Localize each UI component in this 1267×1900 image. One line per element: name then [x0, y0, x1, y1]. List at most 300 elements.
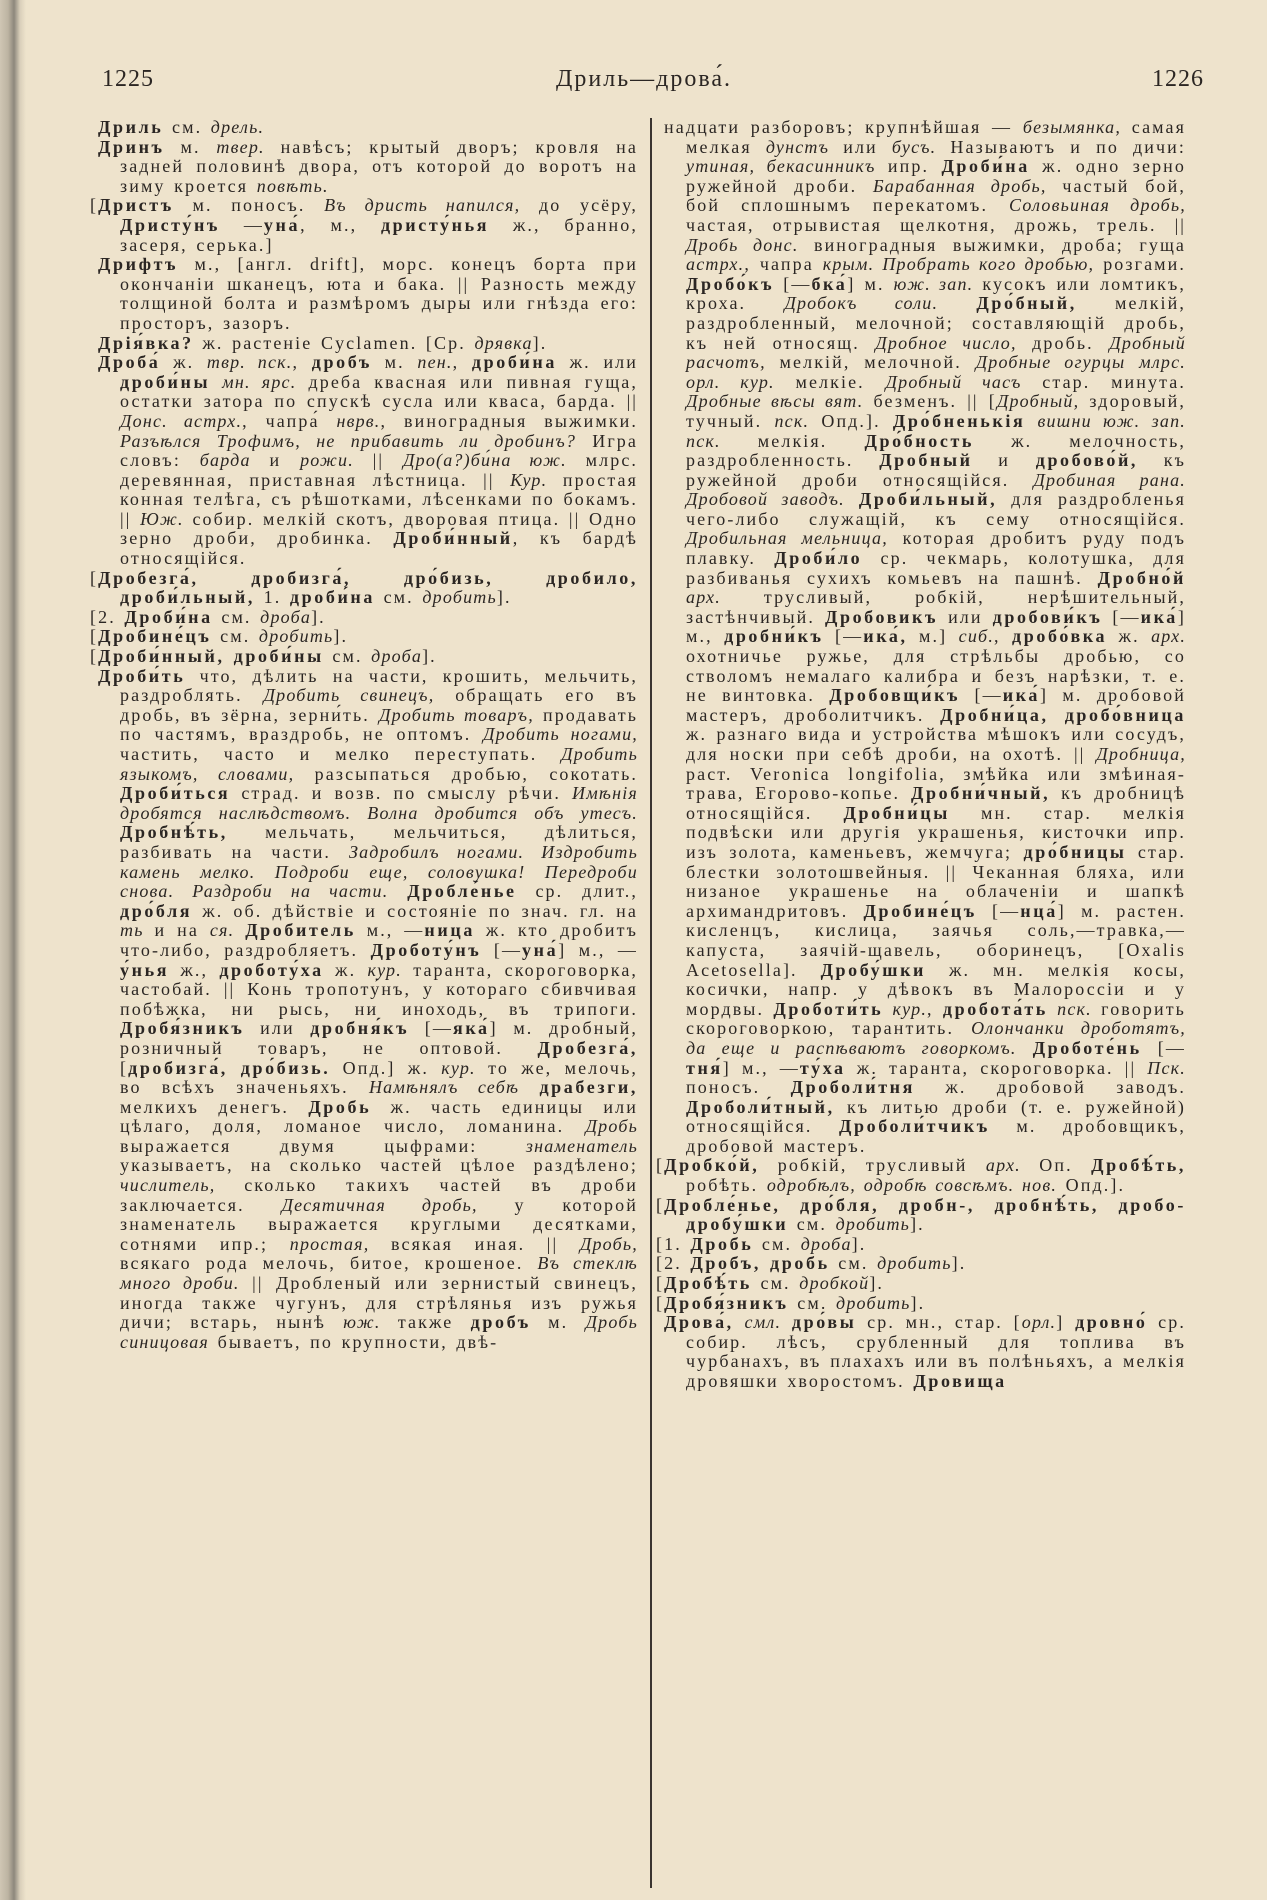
headword: у́нья	[120, 959, 170, 980]
headword: Дробу́шки	[820, 959, 927, 980]
entry-text: , виноградныя выжимки.	[380, 410, 638, 431]
headword: ика́	[1140, 606, 1178, 627]
entry-text: см.	[374, 587, 423, 608]
headword: Дробь	[308, 1096, 372, 1117]
italic-text: Имѣнія дробятся наслѣдствомъ. Волна дробится объ утесъ.	[120, 783, 638, 823]
entry-text: [	[656, 1155, 665, 1176]
headword: Дробно́й	[1097, 567, 1186, 588]
entry-text: [	[90, 195, 99, 216]
entry-text	[938, 293, 976, 313]
dictionary-entry	[98, 667, 638, 1353]
entry-text: навѣсъ; крытый дворъ; кровля на задней половинѣ двора, отъ которой до воротъ на зиму кроется	[120, 136, 638, 196]
dictionary-entry	[98, 118, 638, 138]
italic-text: дрель.	[210, 117, 265, 137]
headword: яка́	[452, 1018, 490, 1039]
headword: Дро́бность	[864, 430, 974, 451]
italic-text: простая,	[289, 1233, 370, 1254]
entry-text: м.	[371, 352, 418, 373]
entry-text: надцати разборовъ; крупнѣйшая —	[664, 117, 1023, 137]
entry-text: [	[656, 1292, 665, 1313]
entry-text: къ литью дроби (т. е. ружейной) относящійся.	[686, 1096, 1186, 1137]
italic-text: пск.	[1057, 998, 1092, 1019]
entry-text: частая, отрывистая щелкотня, дрожь, трель. ||	[686, 214, 1186, 235]
headword: Дрова́,	[664, 1312, 734, 1333]
entry-text: безменъ. || [	[863, 391, 997, 412]
italic-text: арх.	[686, 587, 721, 608]
entry-text: [	[90, 646, 99, 667]
entry-text: виноградныя выжимки, дроба; гуща	[798, 234, 1186, 255]
italic-text: Дробокъ соли.	[784, 293, 939, 314]
headword: Дробо́къ	[686, 273, 775, 294]
entry-text: ]	[1056, 1312, 1076, 1333]
entry-text: охотничье ружье, для стрѣльбы дробью, со стволомъ немалаго калибра и безъ нарѣзки, т. е. не винтовка.	[686, 646, 1186, 706]
entry-text	[1017, 1038, 1033, 1058]
entry-text: частый бой, бой сплошнымъ перекатомъ.	[686, 175, 1186, 216]
italic-text: Дробница,	[1096, 744, 1186, 764]
italic-text: дробить	[835, 1214, 911, 1235]
italic-text: Дробь донс.	[686, 234, 799, 255]
entry-text: мелкіе.	[774, 371, 886, 392]
entry-text: ].	[851, 1233, 867, 1254]
entry-text	[734, 1312, 745, 1332]
headword: Дроби́ть	[98, 665, 186, 686]
italic-text: Десятичная дробь,	[281, 1194, 478, 1215]
entry-text: обращать его въ дробь, въ зёрна, зерни́ть.	[120, 685, 638, 725]
italic-text: Разъѣлся Трофимъ, не прибавить ли дробинъ?	[120, 430, 577, 451]
entry-text: также	[380, 1312, 471, 1333]
italic-text: знаменатель	[525, 1135, 638, 1156]
italic-text: дробить	[422, 587, 497, 608]
entry-text: [	[656, 1194, 665, 1215]
entry-text: ] м. дробный, розничный товаръ, не оптовой.	[120, 1018, 638, 1058]
headword: Дробле́нье	[407, 881, 517, 902]
entry-text: Опд.] ж.	[330, 1057, 442, 1078]
italic-text: Дробные огурцы	[975, 352, 1126, 373]
entry-text: см.	[323, 646, 372, 667]
headword: дробъ	[311, 352, 372, 373]
dictionary-entry	[98, 138, 638, 197]
entry-text: робкій, трусливый	[759, 1155, 986, 1176]
entry-text: дробь.	[1016, 332, 1110, 353]
dictionary-entry	[664, 118, 1186, 1156]
italic-text: твр. пск.	[206, 352, 293, 373]
entry-text: м.]	[907, 626, 959, 647]
entry-text: розгами.	[1094, 254, 1186, 275]
entry-text: [—	[481, 939, 523, 960]
headword: дробня́къ	[310, 1018, 410, 1039]
headword: Дрія́вка?	[98, 332, 194, 353]
headword: Дроболи́тный,	[686, 1096, 835, 1117]
entry-text	[519, 1077, 539, 1097]
italic-text: арх.	[985, 1155, 1021, 1176]
headword: Дроботи́ть	[773, 998, 884, 1019]
entry-text	[845, 489, 859, 509]
entry-text: всякаго рода мелочь, битое, крошеное.	[120, 1253, 538, 1274]
italic-text: Въ дристь напился,	[324, 195, 521, 216]
entry-text: и	[972, 450, 1036, 471]
headword: Дробѣ́ть,	[1091, 1155, 1186, 1176]
italic-text: твер.	[216, 136, 265, 157]
entry-text: ].	[333, 626, 349, 647]
italic-text: дробить	[877, 1253, 952, 1274]
italic-text: Дробный,	[996, 391, 1080, 412]
entry-text: мельчать, мельчиться, дѣлиться, разбивать на части.	[120, 822, 638, 862]
entry-text: мелкихъ денегъ.	[120, 1096, 309, 1117]
entry-text: , чапра	[744, 254, 823, 275]
entry-text: Опд.].	[809, 410, 893, 431]
entry-text: [	[90, 567, 99, 588]
entry-text: ,	[292, 352, 312, 373]
headword: уна́	[522, 939, 559, 960]
entry-text: см.	[163, 117, 211, 137]
headword: дроби́на	[289, 587, 375, 608]
entry-text: частить, часто и мелко переступать.	[120, 744, 562, 764]
entry-text: см.	[788, 1292, 837, 1313]
italic-text: Дробить свинецъ,	[263, 685, 435, 706]
entry-text: стар. блестки золотошвейныя. || Чеканная бляха, или низаное украшенье на облаченіи и шапкѣ архимандритовъ.	[686, 841, 1186, 921]
entry-text: здоровый, тучный.	[686, 391, 1186, 431]
entry-text	[388, 881, 407, 901]
italic-text: Соловьиная дробь,	[1009, 195, 1186, 216]
entry-text: поносъ.	[686, 1077, 791, 1098]
entry-text: [—	[1141, 1037, 1186, 1058]
entry-text: къ ружейной дроби относящійся.	[686, 450, 1187, 490]
italic-text: Въ стеклѣ много дроби.	[120, 1253, 638, 1294]
entry-text: ж.	[160, 352, 207, 373]
italic-text: мн. ярс.	[222, 371, 297, 392]
headword: Дровища	[913, 1371, 1007, 1391]
italic-text: Дробный часъ	[885, 371, 1022, 392]
entry-text: см.	[829, 1253, 878, 1274]
headword: Дроби́ться	[120, 783, 231, 804]
entry-text: у которой знаменатель выражается круглыми десятками, сотнями ипр.;	[120, 1194, 638, 1254]
headword: драбезги,	[539, 1077, 638, 1098]
headword: Дроболи́тня	[790, 1077, 915, 1098]
headword: дровно́	[1075, 1312, 1148, 1333]
headword: Дробине́цъ	[98, 626, 212, 647]
entry-text: кусокъ или ломтикъ, кроха.	[686, 273, 1186, 314]
italic-text: кур.	[367, 959, 402, 980]
entry-text: ср. мн., стар. [	[856, 1312, 1022, 1333]
headword: Дробовикъ	[824, 606, 939, 627]
italic-text: одробѣлъ, одробѣ совсѣмъ. нов.	[766, 1175, 1058, 1196]
headword: Дробни́чный,	[911, 783, 1051, 804]
entry-text: [	[656, 1273, 665, 1294]
headword: Дроботу́нъ	[370, 939, 482, 960]
entry-text: 1.	[255, 587, 290, 608]
entry-text: стар. минута.	[1021, 371, 1186, 392]
headword: ту́ха	[799, 1057, 846, 1078]
headword: дробо́вка	[1012, 626, 1108, 647]
italic-text: безымянка,	[1022, 117, 1122, 137]
entry-text: ,	[927, 998, 943, 1019]
entry-text: ср. собир. лѣсъ, срубленный для топлива въ чурбанахъ, въ плахахъ или въ полѣньяхъ, а мелкія дровяшки хворостомъ.	[686, 1312, 1186, 1391]
italic-text: Олончанки дроботятъ, да еще и распѣваютъ говоркомъ.	[686, 1018, 1186, 1058]
headword: ика́	[1002, 685, 1040, 706]
entry-text: [1.	[656, 1233, 691, 1254]
entry-text: [—	[409, 1018, 453, 1039]
entry-text: которая дробитъ руду подъ плавку.	[686, 528, 1186, 569]
entry-text	[1048, 999, 1057, 1019]
entry-text: продавать по частямъ, враздробь, не оптомъ.	[120, 704, 638, 745]
entry-text: мн. стар. мелкія подвѣски или другія украшенья, кисточки ипр. изъ золота, каменьевъ, жемчуга;	[686, 802, 1186, 862]
headword: Дробѣ́ть	[664, 1273, 752, 1294]
dictionary-entry	[656, 1155, 1186, 1196]
entry-text	[234, 920, 245, 940]
entry-text: робѣть.	[686, 1175, 767, 1196]
italic-text: рожи.	[300, 450, 354, 471]
entry-text: [—	[774, 273, 812, 294]
headword: дробъ	[470, 1312, 531, 1333]
headword: дробизга́, дро́бизь.	[128, 1057, 331, 1078]
entry-text: ] м. растен. кисленцъ, кислица, заячья соль,—травка,—капуста, заячій-щавель, оборинецъ, [Oxalis Acetosella].	[686, 900, 1186, 980]
entry-text: ж. таранта, скороговорка. ||	[845, 1057, 1148, 1078]
entry-text: [—	[976, 900, 1021, 921]
entry-text: ] м.,	[686, 606, 1187, 647]
entry-text: ] м.	[847, 273, 894, 294]
entry-text: м.	[530, 1312, 586, 1333]
entry-text: ж. кто дробитъ что-либо, раздробляетъ.	[120, 920, 638, 960]
entry-text: бываетъ, по крупности, двѣ-	[209, 1331, 499, 1352]
italic-text: дробить	[258, 626, 334, 647]
entry-text: или	[938, 606, 993, 627]
entry-text	[210, 372, 222, 392]
entry-text: ||	[353, 450, 403, 471]
headword: Дробезга́,	[537, 1037, 638, 1058]
entry-text: ].	[422, 646, 437, 667]
entry-text: разсыпаться дробью, сокотать.	[294, 763, 638, 784]
entry-text: ж., бранно, засеря, серька.]	[120, 214, 638, 255]
entry-text: см.	[788, 1214, 836, 1235]
entry-text: трусливый, робкій, нерѣшительный, застѣнчивый.	[686, 587, 1186, 627]
entry-text: —	[220, 214, 264, 235]
dictionary-entry	[90, 195, 639, 255]
entry-text: ].	[951, 1253, 967, 1274]
italic-text: Дробное число,	[875, 332, 1017, 353]
entry-text: ж. мелочность, раздробленность.	[686, 430, 1186, 471]
italic-text: ть	[120, 920, 144, 941]
entry-text: ,	[452, 352, 472, 373]
entry-text: млрс. деревянная, приставная лѣстница. ||	[120, 450, 639, 490]
entry-text: ж. разнаго вида и устройства мѣшокъ или сосудъ, для носки при себѣ дроби, на охотѣ. ||	[686, 724, 1186, 764]
italic-text: утиная, бекасинникъ	[686, 156, 876, 177]
italic-text: дроба	[371, 646, 423, 667]
headword: дроби́ны	[120, 371, 211, 392]
headword: Дробко́й,	[664, 1155, 760, 1176]
italic-text: Дро(а?)би́на юж.	[402, 450, 567, 471]
headword: Дробь	[690, 1233, 754, 1254]
entry-text: , м.,	[300, 214, 381, 235]
italic-text: Дробные вѣсы вят.	[686, 391, 864, 412]
italic-text: Дробить языкомъ, словами,	[120, 744, 638, 784]
italic-text: Задробилъ ногами. Издробить камень мелко. Подроби еще, соловушка! Передроби снова. Раздроби на части.	[120, 841, 638, 902]
entry-text: ].	[910, 1214, 925, 1235]
italic-text: крым. Пробрать кого дробью,	[822, 254, 1095, 275]
dictionary-entry	[90, 646, 638, 667]
headword: Дроби́на	[124, 606, 213, 627]
headword: дробово́й,	[1035, 450, 1139, 471]
italic-text: пск.	[774, 410, 810, 431]
entry-text: м. поносъ.	[173, 195, 325, 216]
entry-text: Называютъ и по дичи:	[936, 136, 1187, 157]
entry-text: ] м. дробовой мастеръ, дроболитчикъ.	[686, 685, 1186, 725]
italic-text: астрх.	[686, 254, 745, 275]
italic-text: дроба	[800, 1233, 852, 1254]
headword: бка́	[811, 273, 848, 294]
dictionary-entry	[656, 1273, 1186, 1294]
headword: Дробле́нье, дро́бля, дробн-, дробнѣ́ть, дробо-дробу́шки	[664, 1194, 1186, 1235]
headword: тня́	[686, 1057, 723, 1078]
entry-text: ].	[869, 1273, 885, 1294]
entry-text: простая конная телѣга, съ рѣшотками, лѣсенками по бокамъ. ||	[120, 469, 638, 529]
entry-text: || Дробленый или зернистый свинецъ, иногда также чугунъ, для стрѣлянья изъ ружья дичи; встарь, нынѣ	[120, 1273, 638, 1333]
headword: Дробни́ца, дробо́вница	[940, 704, 1186, 725]
entry-text: ].	[532, 332, 548, 353]
entry-text	[1025, 411, 1037, 431]
entry-text: [2.	[90, 606, 125, 627]
italic-text: числитель,	[120, 1175, 216, 1196]
italic-text: дунстъ	[765, 136, 830, 157]
headword: Дробя́зникъ	[120, 1018, 245, 1039]
entry-text: и	[250, 450, 301, 471]
entry-text: м., [англ. drift], морс. конецъ борта при окончаніи шканецъ, юта и бака. || Разность между толщиной болта и размѣромъ дыры или гнѣзда его: просторъ, зазоръ.	[120, 254, 638, 333]
entry-text: [	[120, 1057, 129, 1078]
entry-text: говорить скороговоркою, тарантить.	[686, 998, 1186, 1039]
italic-text: млрс. орл. кур.	[686, 352, 1186, 392]
dictionary-entry	[90, 567, 638, 608]
italic-text: Дробиная рана. Дробовой заводъ.	[686, 469, 1187, 510]
entry-text: Игра словъ:	[120, 430, 638, 471]
headword: Дробовщи́къ	[829, 685, 961, 706]
italic-text: Дробь синицовая	[120, 1312, 638, 1352]
dictionary-entry	[656, 1194, 1186, 1235]
italic-text: арх.	[1151, 626, 1187, 647]
dictionary-entry	[98, 334, 638, 354]
italic-text: кур.	[892, 998, 928, 1019]
italic-text: Дробильная мельница,	[686, 528, 888, 549]
entry-text	[1125, 352, 1139, 372]
headword: дробови́къ	[992, 606, 1103, 627]
headword: Дробни́цы	[843, 802, 950, 823]
headword: Дробезга́, дробизга́, дро́бизь, дробило, дроби́льный,	[98, 567, 638, 608]
italic-text: смл.	[744, 1312, 782, 1333]
headword: Дробный	[879, 450, 973, 471]
italic-text: Донс. астрх.	[120, 410, 243, 431]
entry-text: самая мелкая	[686, 117, 1186, 157]
entry-text	[883, 999, 892, 1019]
entry-text: то же, мелочь, во всѣхъ значеньяхъ.	[120, 1057, 638, 1098]
entry-text: ж.	[323, 959, 368, 980]
headword: Дроби́на	[941, 156, 1030, 177]
headword: Дробине́цъ	[863, 900, 977, 921]
headword: дро́бля	[120, 900, 193, 921]
page-number-right: 1226	[1152, 66, 1204, 92]
entry-text: [—	[960, 685, 1003, 706]
headword: Дроболи́тчикъ	[839, 1116, 990, 1137]
headword: дроби́на	[471, 352, 557, 373]
headword: дристу́нья	[380, 214, 490, 235]
entry-text	[781, 1312, 792, 1332]
dictionary-entry	[664, 1313, 1186, 1391]
entry-text: страд. и возв. по смыслу рѣчи.	[230, 783, 572, 804]
italic-text: барда	[199, 450, 251, 471]
entry-text: ].	[311, 606, 326, 627]
entry-text: ср. длит.,	[516, 881, 638, 902]
italic-text: пен.	[417, 352, 453, 373]
entry-text: см.	[751, 1273, 800, 1294]
entry-text: или	[244, 1018, 311, 1039]
dictionary-entry	[656, 1292, 1186, 1314]
italic-text: Пск.	[1147, 1057, 1186, 1078]
italic-text: сиб.	[958, 626, 995, 647]
dictionary-entry	[656, 1253, 1186, 1274]
headword: Дробитель	[245, 920, 356, 941]
dictionary-entry	[98, 255, 638, 333]
entry-text: мелкій, мелочной.	[765, 352, 976, 373]
headword: дробни́къ	[724, 626, 824, 647]
entry-text: [2.	[656, 1253, 691, 1274]
entry-text: или	[829, 136, 892, 157]
headword: Дрифтъ	[98, 254, 179, 275]
headword: Дроби́нный	[393, 528, 513, 549]
italic-text: Юж.	[140, 508, 184, 529]
italic-text: ся.	[209, 920, 235, 941]
entry-text: см.	[753, 1233, 801, 1254]
dictionary-entry	[90, 626, 638, 647]
entry-text: ж. или	[556, 352, 638, 373]
headword: Дро́бный,	[976, 293, 1077, 314]
headword: ика́,	[863, 626, 908, 647]
entry-text: дреба квасная или пивная гуща, остатки затора по спускѣ сусла или кваса, барда. ||	[120, 371, 638, 412]
entry-text: мелкія.	[720, 430, 865, 451]
dictionary-entry	[98, 353, 638, 569]
headword: ница	[424, 920, 475, 941]
headword: Дроби́нный, дроби́ны	[98, 646, 324, 667]
headword: Дроботе́нь	[1032, 1037, 1142, 1058]
entry-text: указываетъ, на сколько частей цѣлое раздѣлено;	[120, 1155, 638, 1176]
entry-text: ср. чекмарь, колотушка, для разбиванья сухихъ комьевъ на пашнѣ.	[686, 548, 1186, 588]
book-binding-edge	[0, 0, 26, 1900]
dictionary-entry	[90, 606, 638, 628]
headword: Дробъ, дробь	[690, 1253, 830, 1274]
entry-text: [	[90, 626, 99, 647]
headword: Дробя́зникъ	[664, 1292, 789, 1313]
headword: Дриль	[98, 117, 164, 137]
entry-text: [—	[823, 626, 864, 647]
entry-text: ж. растеніе Cyclamen. [Ср.	[193, 332, 475, 353]
italic-text: вишни юж. зап. пск.	[686, 410, 1186, 451]
entry-text: сколько такихъ частей въ дроби заключается.	[120, 1175, 638, 1215]
page-number-left: 1225	[102, 66, 154, 92]
headword: дроботу́ха	[219, 959, 324, 980]
headword: дробота́ть	[942, 998, 1048, 1019]
italic-text: дробкой	[799, 1273, 870, 1294]
entry-text: [—	[1102, 606, 1141, 627]
italic-text: Дробить ногами,	[483, 724, 638, 745]
entry-text: выражается двумя цыфрами:	[120, 1135, 526, 1156]
entry-text: см.	[211, 626, 259, 647]
headword: уна́	[263, 214, 301, 235]
headword: Дристу́нъ	[120, 214, 221, 235]
italic-text: кур.	[441, 1057, 476, 1078]
headword: Дроби́ло	[774, 548, 863, 569]
entry-text: м.	[164, 136, 217, 157]
headword: Дристъ	[98, 195, 174, 216]
left-column	[90, 117, 639, 1893]
headword: Дроба́	[98, 352, 161, 373]
entry-text: ж.	[1107, 626, 1152, 647]
italic-text: Дробный расчотъ,	[686, 332, 1187, 373]
